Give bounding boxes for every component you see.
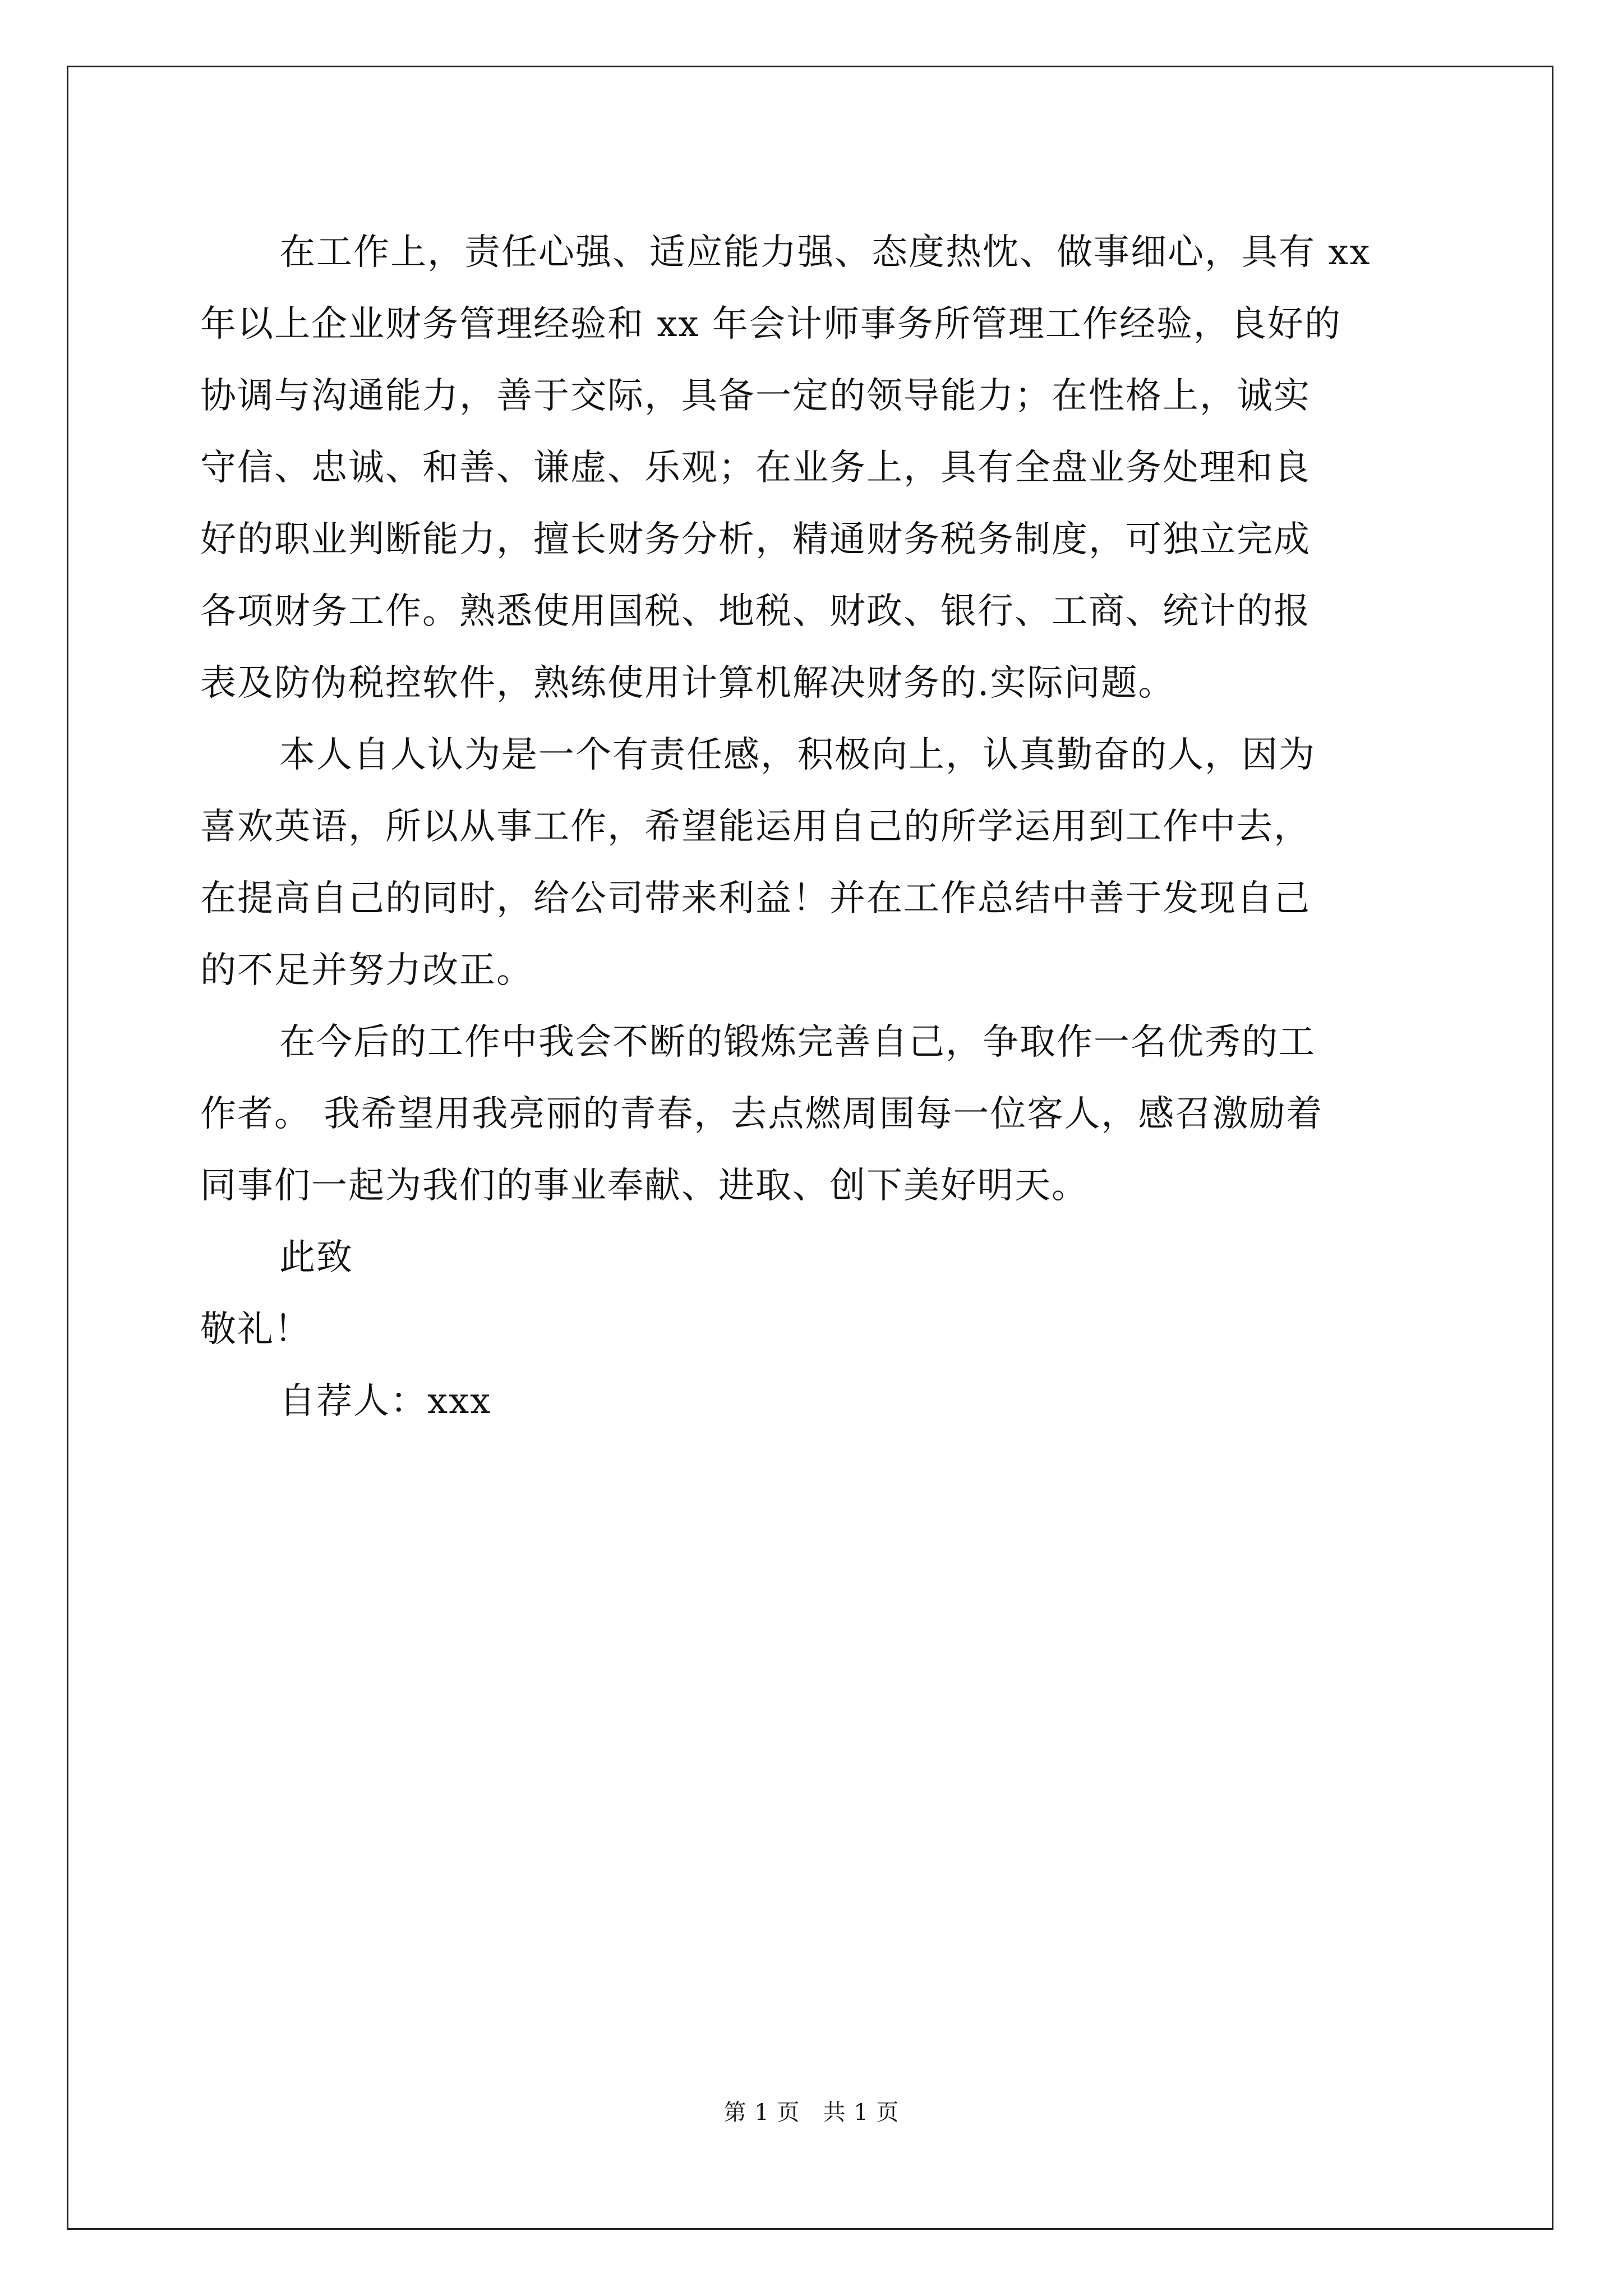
paragraph-line: 表及防伪税控软件，熟练使用计算机解决财务的.实际问题。 [200, 662, 1175, 704]
paragraph-line: 喜欢英语，所以从事工作，希望能运用自己的所学运用到工作中去， [200, 806, 1311, 848]
paragraph-line: 好的职业判断能力，擅长财务分析，精通财务税务制度，可独立完成 [200, 519, 1311, 560]
paragraph-line: 在提高自己的同时，给公司带来利益！并在工作总结中善于发现自己 [200, 878, 1311, 919]
signature-text: 自荐人：xxx [279, 1381, 492, 1422]
page-number-footer: 第 1 页 共 1 页 [723, 2100, 900, 2125]
salutation-text: 敬礼！ [200, 1309, 311, 1350]
paragraph-line: 的不足并努力改正。 [200, 950, 533, 991]
paragraph-line: 作者。 我希望用我亮丽的青春，去点燃周围每一位客人，感召激励着 [200, 1093, 1324, 1135]
paragraph-line: 协调与沟通能力，善于交际，具备一定的领导能力；在性格上，诚实 [200, 375, 1311, 417]
paragraph-line: 守信、忠诚、和善、谦虚、乐观；在业务上，具有全盘业务处理和良 [200, 447, 1311, 489]
paragraph-line: 年以上企业财务管理经验和 xx 年会计师事务所管理工作经验，良好的 [200, 303, 1341, 345]
paragraph-line: 在工作上，责任心强、适应能力强、态度热忱、做事细心，具有 xx [279, 232, 1371, 273]
paragraph-line: 在今后的工作中我会不断的锻炼完善自己，争取作一名优秀的工 [279, 1022, 1316, 1063]
closing-text: 此致 [279, 1237, 353, 1278]
paragraph-line: 同事们一起为我们的事业奉献、进取、创下美好明天。 [200, 1165, 1089, 1207]
paragraph-line: 各项财务工作。熟悉使用国税、地税、财政、银行、工商、统计的报 [200, 591, 1311, 632]
paragraph-line: 本人自人认为是一个有责任感，积极向上，认真勤奋的人，因为 [279, 734, 1316, 776]
